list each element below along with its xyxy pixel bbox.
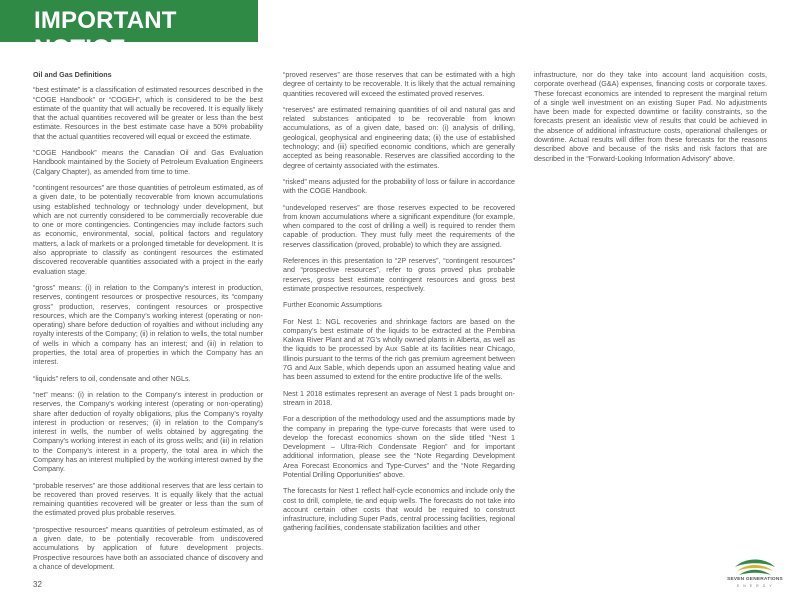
definition-risked: “risked” means adjusted for the probability of loss or failure in accordance with the COGE Handbook. xyxy=(283,177,515,196)
logo-subtext: E N E R G Y xyxy=(736,584,774,588)
paragraph-nest-1-ngl: For Nest 1: NGL recoveries and shrinkage factors are based on the company’s best estimate of the liquids to be extracted at the Pembina Kakwa River Plant and at 7G’s wholly owned plants in Alberta, as well as the liquids to be processed by Aux Sable at its facilities near Chicago, Illinois pursuant to the terms of the rich gas premium agreement between 7G and Aux Sable, which depends upon an assumed heating value and has been assumed to extend for the entire productive life of the wells. xyxy=(283,317,515,382)
header-bar xyxy=(0,0,258,62)
paragraph-methodology: For a description of the methodology used and the assumptions made by the company in preparing the type-curve forecasts that were used to develop the forecast economics shown on the slide titled “Nest 1 Development – Ultra-Rich Condensate Region” and for important additional information, please see the “Note Regarding Development Area Forecast Economics and Type-Curves” and the “Note Regarding Potential Drilling Opportunities” above. xyxy=(283,415,515,479)
section-title-further-economic-assumptions: Further Economic Assumptions xyxy=(283,301,382,310)
column-left xyxy=(33,71,263,579)
definition-contingent-resources: “contingent resources” are those quantities of petroleum estimated, as of a given date, to be potentially recoverable from known accumulations using established technology or technology under development, but which are not currently considered to be commercially recoverable due to one or more contingencies. Contingencies may include factors such as economic, environmental, social, political factors and regulatory matters, a lack of markets or a prolonged timetable for development. It is also appropriate to classify as contingent resources the estimated discovered recoverable quantities associated with a project in the early evaluation stage. xyxy=(33,183,263,276)
page-title: IMPORTANT NOTICE xyxy=(34,7,177,62)
column-middle xyxy=(283,71,515,541)
paragraph-infrastructure: infrastructure, nor do they take into account land acquisition costs, corporate overhead (G&A) expenses, financing costs or corporate taxes. These forecast economics are intended to represent the marginal return of a single well investment on an existing Super Pad. No adjustments have been made for expected downtime or facility constraints, so the forecasts present an idealistic view of results that could be achieved in the absence of additional infrastructure costs, operational challenges or downtime. Actual results will differ from these forecasts for the reasons described above and because of the risks and risk factors that are described in the “Forward-Looking Information Advisory” above. xyxy=(534,71,767,163)
logo-green-swoosh-lower-icon xyxy=(739,570,771,575)
definition-probable-reserves: “probable reserves” are those additional reserves that are less certain to be recovered than proved reserves. It is equally likely that the actual remaining quantities recovered will be greater or less than the sum of the estimated proved plus probable reserves. xyxy=(33,481,263,518)
paragraph-references: References in this presentation to “2P reserves”, “contingent resources” and “prospective resources”, refer to gross proved plus probable reserves, gross best estimate contingent resources and gross best estimate prospective resources, respectively. xyxy=(283,257,515,293)
definition-liquids: “liquids” refers to oil, condensate and other NGLs. xyxy=(33,374,191,383)
definition-prospective-resources: “prospective resources” means quantities of petroleum estimated, as of a given date, to be potentially recoverable from undiscovered accumulations by application of future development projects. Prospective resources have both an associated chance of discovery and a chance of development. xyxy=(33,525,263,571)
logo-text: SEVEN GENERATIONS xyxy=(727,577,783,582)
definition-net: “net” means: (i) in relation to the Company’s interest in production or reserves, the Company’s working interest (operating or non-operating) share after deduction of royalty obligations, plus the Company’s royalty interest in production or reserves; (ii) in relation to the Company’s interest in wells, the number of wells obtained by aggregating the Company’s working interest in each of its gross wells; and (iii) in relation to the Company’s interest in a property, the total area in which the Company has an interest multiplied by the working interest owned by the Company. xyxy=(33,390,263,474)
definition-gross: “gross” means: (i) in relation to the Company’s interest in production, reserves, contingent resources or prospective resources, its “company gross” production, reserves, contingent resources or prospective resources, which are the Company’s working interest (operating or non-operating) share before deduction of royalties and without including any royalty interests of the Company; (ii) in relation to wells, the total number of wells in which a company has an interest; and (iii) in relation to properties, the total area of properties in which the Company has an interest. xyxy=(33,283,263,367)
paragraph-nest-1-2018: Nest 1 2018 estimates represent an average of Nest 1 pads brought on-stream in 2018. xyxy=(283,389,515,407)
definition-best-estimate: “best estimate” is a classification of estimated resources described in the “COGE Handbook” or “COGEH”, which is considered to be the best estimate of the quantity that will actually be recovered. It is equally likely that the actual quantities recovered will be greater or less than the best estimate. Resources in the best estimate case have a 50% probability that the actual quantities recovered will equal or exceed the estimate. xyxy=(33,86,263,141)
paragraph-forecasts: The forecasts for Nest 1 reflect half-cycle economics and include only the cost to drill, complete, tie and equip wells. The forecasts do not take into account certain other costs that would be required to construct infrastructure, including Super Pads, central processing facilities, regional gathering facilities, condensate stabilization facilities and other xyxy=(283,487,515,533)
definition-proved-reserves: “proved reserves” are those reserves that can be estimated with a high degree of certainty to be recoverable. It is likely that the actual remaining quantities recovered will exceed the estimated proved reserves. xyxy=(283,71,515,98)
definition-undeveloped-reserves: “undeveloped reserves” are those reserves expected to be recovered from known accumulations where a significant expenditure (for example, when compared to the cost of drilling a well) is required to render them capable of production. They must fully meet the requirements of the reserves classification (proved, probable) to which they are assigned. xyxy=(283,203,515,249)
definition-coge-handbook: “COGE Handbook” means the Canadian Oil and Gas Evaluation Handbook maintained by the Society of Petroleum Evaluation Engineers (Calgary Chapter), as amended from time to time. xyxy=(33,149,263,176)
column-right xyxy=(534,71,767,171)
seven-generations-logo-icon xyxy=(725,555,785,595)
definition-reserves: “reserves” are estimated remaining quantities of oil and natural gas and related substances anticipated to be recoverable from known accumulations, as of a given date, based on: (i) analysis of drilling, geological, geophysical and engineering data; (ii) the use of established technology; and (iii) specified economic conditions, which are generally accepted as being reasonable. Reserves are classified according to the degree of certainty associated with the estimates. xyxy=(283,105,515,170)
section-title-oil-gas-definitions: Oil and Gas Definitions xyxy=(33,71,112,79)
page-number: 32 xyxy=(33,580,42,589)
